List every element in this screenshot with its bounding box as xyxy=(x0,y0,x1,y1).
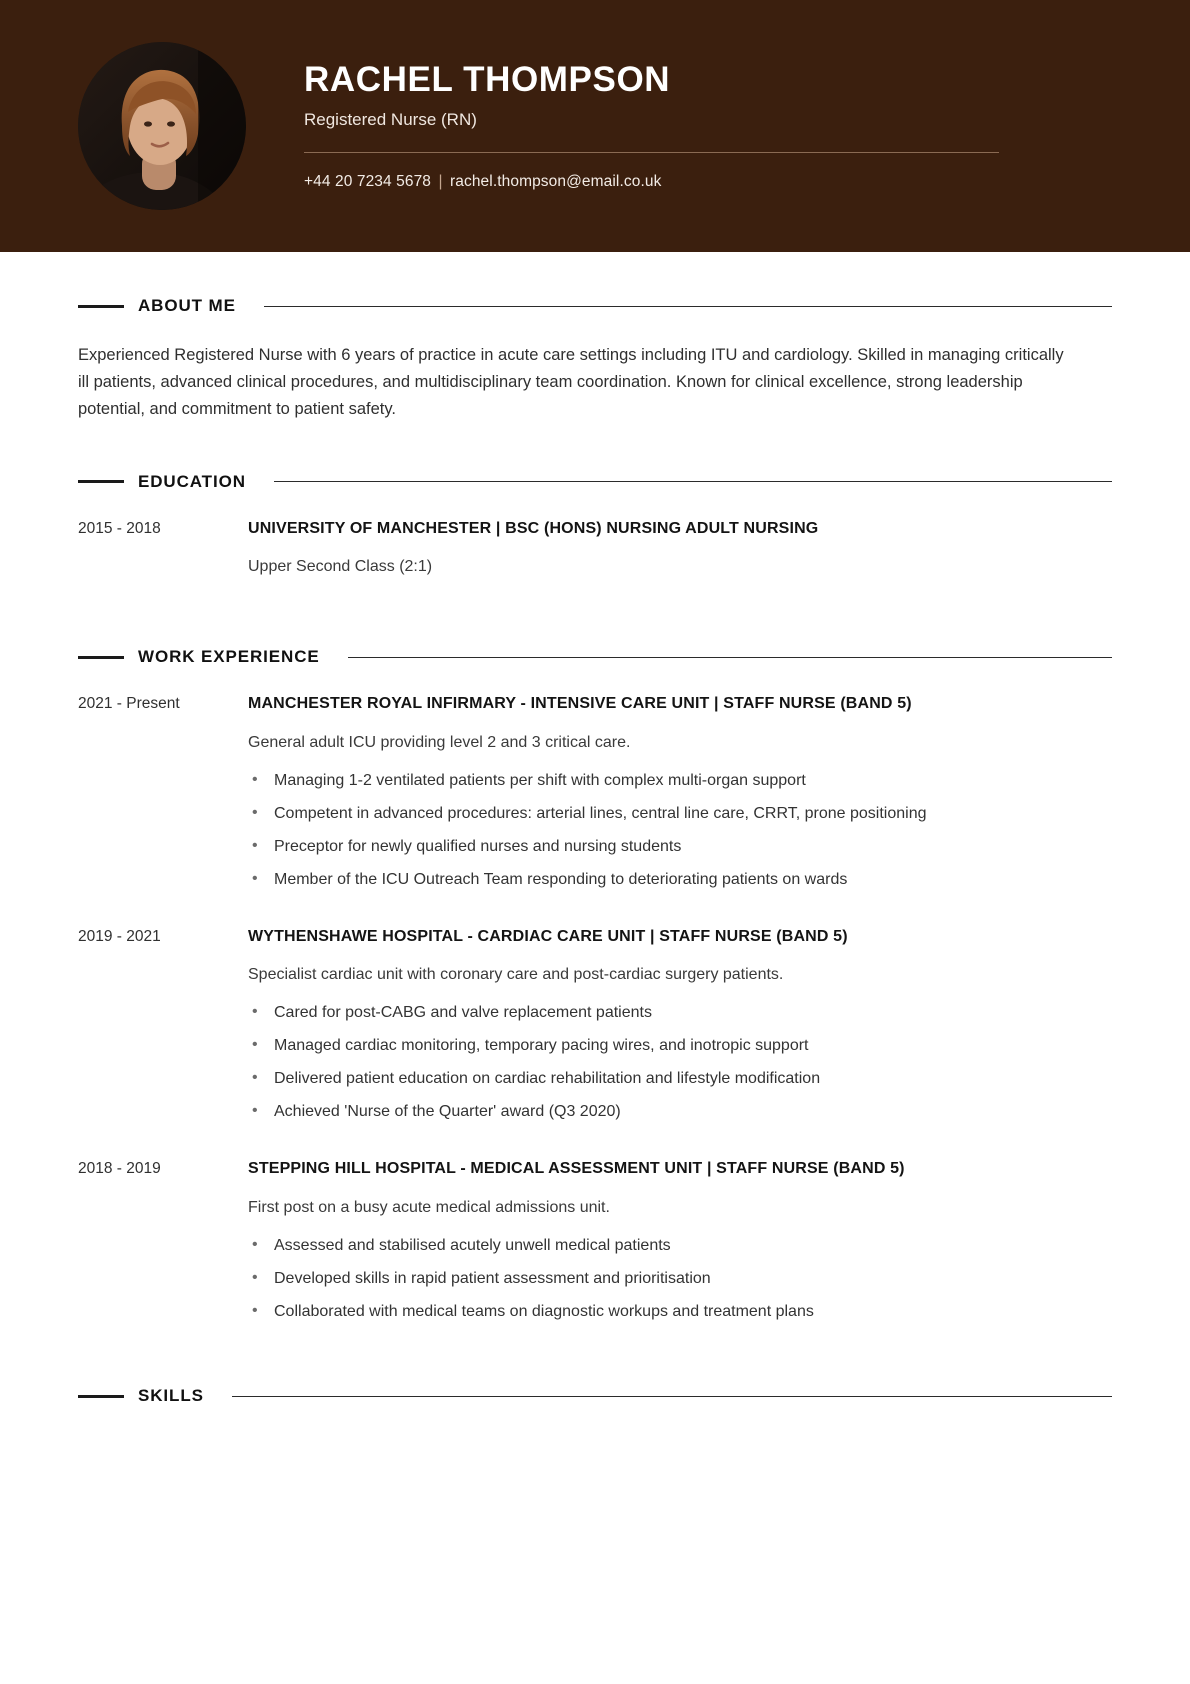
education-entries xyxy=(78,518,1112,594)
section-rule xyxy=(348,657,1112,658)
avatar xyxy=(78,42,246,210)
list-item: • Managed cardiac monitoring, temporary pacing wires, and inotropic support xyxy=(248,1034,1112,1058)
entry-content xyxy=(248,518,1112,594)
entry-subtitle: Specialist cardiac unit with coronary care and post-cardiac surgery patients. xyxy=(248,966,784,984)
list-item: • Cared for post-CABG and valve replacement patients xyxy=(248,1001,1112,1025)
section-rule xyxy=(274,481,1112,482)
entry-date: 2018 - 2019 xyxy=(78,1160,161,1178)
entry-subtitle: General adult ICU providing level 2 and 3 critical care. xyxy=(248,733,631,751)
portrait-photo-icon xyxy=(78,42,246,210)
work-entries xyxy=(78,693,1112,1324)
entry-subtitle: First post on a busy acute medical admissions unit. xyxy=(248,1199,610,1217)
work-entry xyxy=(78,1158,1112,1324)
section-rule xyxy=(264,306,1112,307)
section-dash-icon xyxy=(78,656,124,659)
entry-date: 2021 - Present xyxy=(78,695,180,713)
section-title-skills: SKILLS xyxy=(138,1386,204,1406)
phone-number: +44 20 7234 5678 xyxy=(304,172,432,190)
page-title: RACHEL THOMPSON xyxy=(304,60,671,100)
entry-content xyxy=(248,926,1112,1125)
job-title: Registered Nurse (RN) xyxy=(304,109,477,129)
entry-date: 2015 - 2018 xyxy=(78,519,161,537)
section-dash-icon xyxy=(78,1395,124,1398)
section-dash-icon xyxy=(78,480,124,483)
work-entry xyxy=(78,926,1112,1125)
list-item: • Competent in advanced procedures: arterial lines, central line care, CRRT, prone positioning xyxy=(248,802,1112,826)
resume-header xyxy=(0,0,1190,252)
list-item: • Collaborated with medical teams on diagnostic workups and treatment plans xyxy=(248,1300,1112,1324)
section-dash-icon xyxy=(78,305,124,308)
entry-content xyxy=(248,693,1112,892)
education-entry xyxy=(78,518,1112,594)
list-item: • Delivered patient education on cardiac rehabilitation and lifestyle modification xyxy=(248,1067,1112,1091)
entry-title: STEPPING HILL HOSPITAL - MEDICAL ASSESSMENT UNIT | STAFF NURSE (BAND 5) xyxy=(248,1160,905,1178)
entry-bullet-list xyxy=(248,769,1112,892)
entry-title: UNIVERSITY OF MANCHESTER | BSC (HONS) NURSING ADULT NURSING xyxy=(248,519,819,537)
section-header-work-experience xyxy=(78,647,1112,667)
contact-line xyxy=(304,173,1030,191)
contact-separator: | xyxy=(438,172,443,190)
list-item: • Managing 1-2 ventilated patients per shift with complex multi-organ support xyxy=(248,769,1112,793)
entry-title: MANCHESTER ROYAL INFIRMARY - INTENSIVE CARE UNIT | STAFF NURSE (BAND 5) xyxy=(248,695,912,713)
list-item: • Member of the ICU Outreach Team responding to deteriorating patients on wards xyxy=(248,868,1112,892)
section-header-about xyxy=(78,296,1112,316)
entry-title: WYTHENSHAWE HOSPITAL - CARDIAC CARE UNIT | STAFF NURSE (BAND 5) xyxy=(248,927,848,945)
header-text-block xyxy=(304,61,1190,191)
entry-date: 2019 - 2021 xyxy=(78,927,161,945)
section-header-education xyxy=(78,472,1112,492)
list-item: • Preceptor for newly qualified nurses and nursing students xyxy=(248,835,1112,859)
entry-subtitle: Upper Second Class (2:1) xyxy=(248,558,433,576)
entry-bullet-list xyxy=(248,1234,1112,1324)
section-header-skills xyxy=(78,1386,1112,1406)
resume-body xyxy=(0,252,1190,1466)
entry-content xyxy=(248,1158,1112,1324)
list-item: • Assessed and stabilised acutely unwell medical patients xyxy=(248,1234,1112,1258)
entry-bullet-list xyxy=(248,1001,1112,1124)
about-paragraph: Experienced Registered Nurse with 6 years of practice in acute care settings including ITU and cardiology. Skilled in managing critically ill patients, advanced clinical procedures, and multidisciplinary team coordination. Known for clinical excellence, strong leadership potential, and commitment to patient safety. xyxy=(78,346,1064,419)
section-title-work-experience: WORK EXPERIENCE xyxy=(138,647,320,667)
list-item: • Achieved 'Nurse of the Quarter' award (Q3 2020) xyxy=(248,1100,1112,1124)
list-item: • Developed skills in rapid patient assessment and prioritisation xyxy=(248,1267,1112,1291)
work-entry xyxy=(78,693,1112,892)
header-divider xyxy=(304,152,999,153)
section-rule xyxy=(232,1396,1112,1397)
section-title-education: EDUCATION xyxy=(138,471,246,491)
section-title-about: ABOUT ME xyxy=(138,296,236,315)
email-address: rachel.thompson@email.co.uk xyxy=(450,172,662,190)
